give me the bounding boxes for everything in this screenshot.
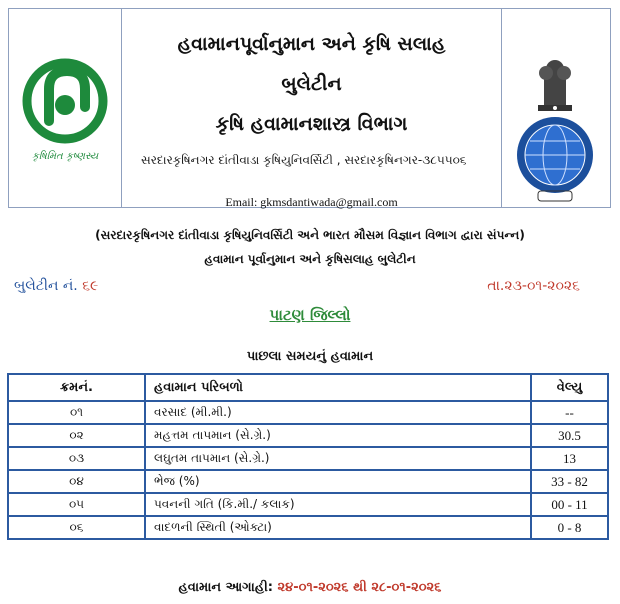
imd-emblem-cell	[501, 9, 610, 207]
row-value: 00 - 11	[531, 493, 608, 516]
bulletin-number-label: બુલેટીન નં.	[14, 278, 78, 294]
logo-caption: કૃષિમિત કૃષ્ણસ્ય	[31, 151, 99, 162]
header-value: વેલ્યુ	[531, 374, 608, 401]
table-row	[8, 401, 608, 424]
header-title-block	[121, 9, 502, 207]
bulletin-subtitle: હવામાન પૂર્વાનુમાન અને કૃષિસલાહ બુલેટીન	[204, 252, 416, 266]
bulletin-date: તા.૨૩-૦૧-૨૦૨૬	[487, 278, 580, 294]
table-header-row	[8, 374, 608, 401]
table-row	[8, 516, 608, 539]
row-value: 30.5	[531, 424, 608, 447]
past-weather-table	[7, 373, 609, 540]
past-weather-title: પાછલા સમયનું હવામાન	[246, 349, 374, 364]
row-parameter: લઘુતમ તાપમાન (સે.ગ્રે.)	[145, 447, 531, 470]
contact-email: Email: gkmsdantiwada@gmail.com	[225, 195, 398, 209]
row-parameter: વાદળની સ્થિતી (ઓક્ટા)	[145, 516, 531, 539]
collaboration-line: (સરદારકૃષિનગર દાંતીવાડા કૃષિયુનિવર્સિટી અને ભારત મૌસમ વિજ્ઞાન વિભાગ દ્વારા સંપન્ન)	[95, 228, 525, 242]
header-weather-parameter: હવામાન પરિબળો	[145, 374, 531, 401]
row-parameter: ભેજ (%)	[145, 470, 531, 493]
row-value: 13	[531, 447, 608, 470]
row-parameter: પવનની ગતિ (કિ.મી./ કલાક)	[145, 493, 531, 516]
table-row	[8, 424, 608, 447]
forecast-date-range: ૨૪-૦૧-૨૦૨૬ થી ૨૮-૦૧-૨૦૨૬	[277, 580, 442, 595]
row-parameter: વરસાદ (મી.મી.)	[145, 401, 531, 424]
header-bulletin-word: બુલેટીન	[281, 73, 342, 95]
bulletin-number-value: ૬૯	[82, 278, 99, 294]
university-address: સરદારકૃષિનગર દાંતીવાડા કૃષિયુનિવર્સિટી , સરદારકૃષિનગર-૩૮૫૫૦૬	[141, 153, 467, 167]
bulletin-header	[8, 8, 611, 208]
header-serial-number: ક્રમનં.	[8, 374, 145, 401]
bulletin-number	[14, 278, 98, 294]
row-parameter: મહત્તમ તાપમાન (સે.ગ્રે.)	[145, 424, 531, 447]
row-serial: ૦૪	[8, 470, 145, 493]
district-title	[0, 306, 620, 324]
row-serial: ૦૫	[8, 493, 145, 516]
row-value: 0 - 8	[531, 516, 608, 539]
row-value: 33 - 82	[531, 470, 608, 493]
forecast-label: હવામાન આગાહી:	[178, 580, 273, 595]
department-name: કૃષિ હવામાનશાસ્ત્ર વિભાગ	[215, 113, 408, 135]
header-title: હવામાનપૂર્વાનુમાન અને કૃષિ સલાહ	[177, 33, 446, 55]
table-row	[8, 470, 608, 493]
imd-globe-logo-icon	[502, 113, 608, 203]
district-name: પાટણ જિલ્લો	[269, 306, 351, 324]
forecast-line	[0, 580, 620, 595]
row-value: --	[531, 401, 608, 424]
row-serial: ૦૧	[8, 401, 145, 424]
university-logo-icon	[9, 9, 121, 207]
table-row	[8, 493, 608, 516]
row-serial: ૦૩	[8, 447, 145, 470]
row-serial: ૦૬	[8, 516, 145, 539]
university-logo-cell	[9, 9, 122, 207]
table-row	[8, 447, 608, 470]
row-serial: ૦૨	[8, 424, 145, 447]
